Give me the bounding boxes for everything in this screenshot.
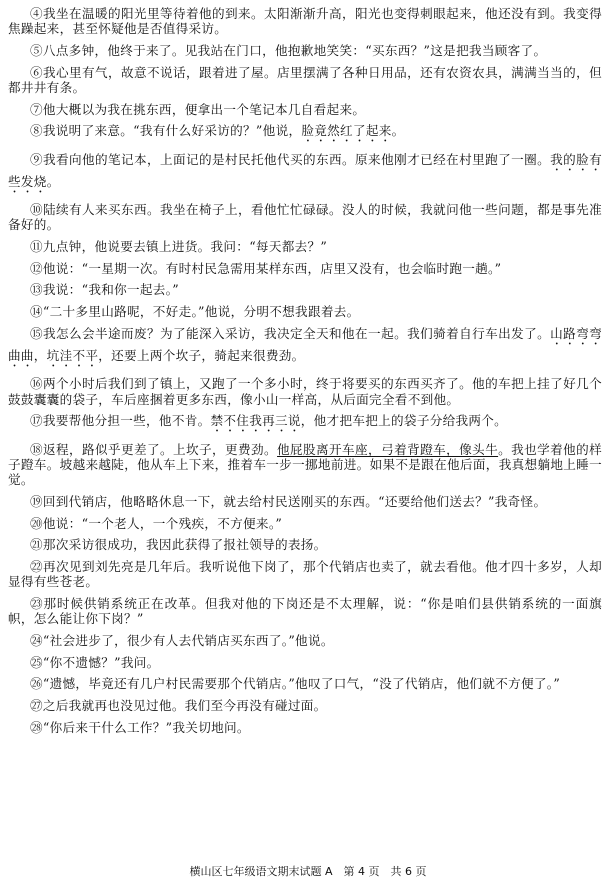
paragraph-17-emphasis: 禁不住我再三说 xyxy=(210,413,301,429)
paragraph-8-emphasis: 脸竟然红了起来 xyxy=(301,123,392,139)
paragraph-10: ⑩陆续有人来买东西。我坐在椅子上，看他忙忙碌碌。没人的时候，我就问他一些问题，都是事先准备好的。 xyxy=(8,202,602,233)
paragraph-8-text-a: ⑧我说明了来意。“我有什么好采访的？”他说， xyxy=(30,123,302,139)
paragraph-25: ㉕“你不遗憾？”我问。 xyxy=(30,654,160,670)
paragraph-9-text-a: ⑨我看向他的笔记本，上面记的是村民托他代买的东西。原来他刚才已经在村里跑了一圈。 xyxy=(30,151,551,167)
paragraph-18-text-b: 。我也学着他的样子蹬车。坡越来越陡，他从车上下来，推着车一步一挪地前进。如果不是跟在他后面，我真想躺地上睡一觉。 xyxy=(8,441,603,488)
paragraph-15-text-a: ⑮我怎么会半途而废？为了能深入采访，我决定全天和他在一起。我们骑着自行车出发了。 xyxy=(30,325,551,341)
paragraph-9-emphasis: 我的脸有些发烧 xyxy=(8,151,603,189)
paragraph-9-text-b: 。 xyxy=(46,173,60,189)
paragraph-26: ㉖“遗憾，毕竟还有几户村民需要那个代销店。”他叹了口气，“没了代销店，他们就不方便了。” xyxy=(30,676,561,692)
paragraph-9 xyxy=(8,152,602,196)
paragraph-17 xyxy=(8,413,602,435)
paragraph-15 xyxy=(8,326,602,370)
paragraph-11: ⑪九点钟，他说要去镇上进货。我问：“每天都去？” xyxy=(30,239,328,255)
paragraph-27: ㉗之后我就再也没见过他。我们至今再没有碰过面。 xyxy=(30,698,327,713)
paragraph-23: ㉓那时候供销系统正在改革。但我对他的下岗还是不太理解，说：“你是咱们县供销系统的一面旗帜，怎么能让你下岗？” xyxy=(8,595,602,627)
paragraph-18 xyxy=(8,442,602,488)
paragraph-21: ㉑那次采访很成功，我因此获得了报社领导的表扬。 xyxy=(30,537,327,553)
paragraph-16: ⑯两个小时后我们到了镇上，又跑了一个多小时，终于将要买的东西买齐了。他的车把上挂了好几个鼓鼓囊囊的袋子，车后座捆着更多东西，像小山一样高，从后面完全看不到他。 xyxy=(8,376,602,407)
paragraph-8 xyxy=(8,123,602,145)
paragraph-20: ⑳他说：“一个老人，一个残疾，不方便来。” xyxy=(30,515,283,531)
paragraph-6: ⑥我心里有气，故意不说话，跟着进了屋。店里摆满了各种日用品，还有农资农具，满满当当的，但都井井有条。 xyxy=(8,64,602,95)
paragraph-15-emphasis: 山路弯弯曲曲，坑洼不平 xyxy=(8,325,603,363)
paragraph-24: ㉔“社会进步了，很少有人去代销店买东西了。”他说。 xyxy=(30,632,334,648)
paragraph-13: ⑬我说：“我和你一起去。” xyxy=(30,282,180,298)
paragraph-4: ④我坐在温暖的阳光里等待着他的到来。太阳渐渐升高，阳光也变得刺眼起来，他还没有到。我变得焦躁起来，甚至怀疑他是否值得采访。 xyxy=(8,6,602,37)
paragraph-8-text-b: 。 xyxy=(391,123,405,139)
page-footer: 横山区七年级语文期末试题 A 第 4 页 共 6 页 xyxy=(189,865,427,878)
paragraph-28: ㉘“你后来干什么工作？”我关切地问。 xyxy=(30,719,250,735)
paragraph-7: ⑦他大概以为我在挑东西，便拿出一个笔记本几自看起来。 xyxy=(30,101,366,117)
paragraph-5: ⑤八点多钟，他终于来了。见我站在门口，他抱歉地笑笑：“买东西？”这是把我当顾客了。 xyxy=(30,42,547,58)
paragraph-17-text-a: ⑰我要帮他分担一些，他不肯。 xyxy=(30,413,211,429)
paragraph-22: ㉒再次见到刘先亮是几年后。我听说他下岗了，那个代销店也卖了，就去看他。他才四十多岁，人却显得有些苍老。 xyxy=(8,558,602,590)
paragraph-14: ⑭“二十多里山路呢，不好走。”他说，分明不想我跟着去。 xyxy=(30,304,360,320)
paragraph-18-underlined-sentence: 他屁股离开车座，弓着背蹬车，像头牛 xyxy=(277,441,499,457)
paragraph-15-text-b: ，还要上两个坎子，骑起来很费劲。 xyxy=(98,347,305,363)
paragraph-18-text-a: ⑱返程，路似乎更差了。上坎子，更费劲。 xyxy=(30,441,278,457)
paragraph-12: ⑫他说：“一星期一次。有时村民急需用某样东西，店里又没有，也会临时跑一趟。” xyxy=(30,260,502,276)
paragraph-19: ⑲回到代销店，他略略休息一下，就去给村民送刚买的东西。“还要给他们送去？”我奇怪。 xyxy=(30,493,547,509)
paragraph-17-text-b: ，他才把车把上的袋子分给我两个。 xyxy=(300,413,508,429)
